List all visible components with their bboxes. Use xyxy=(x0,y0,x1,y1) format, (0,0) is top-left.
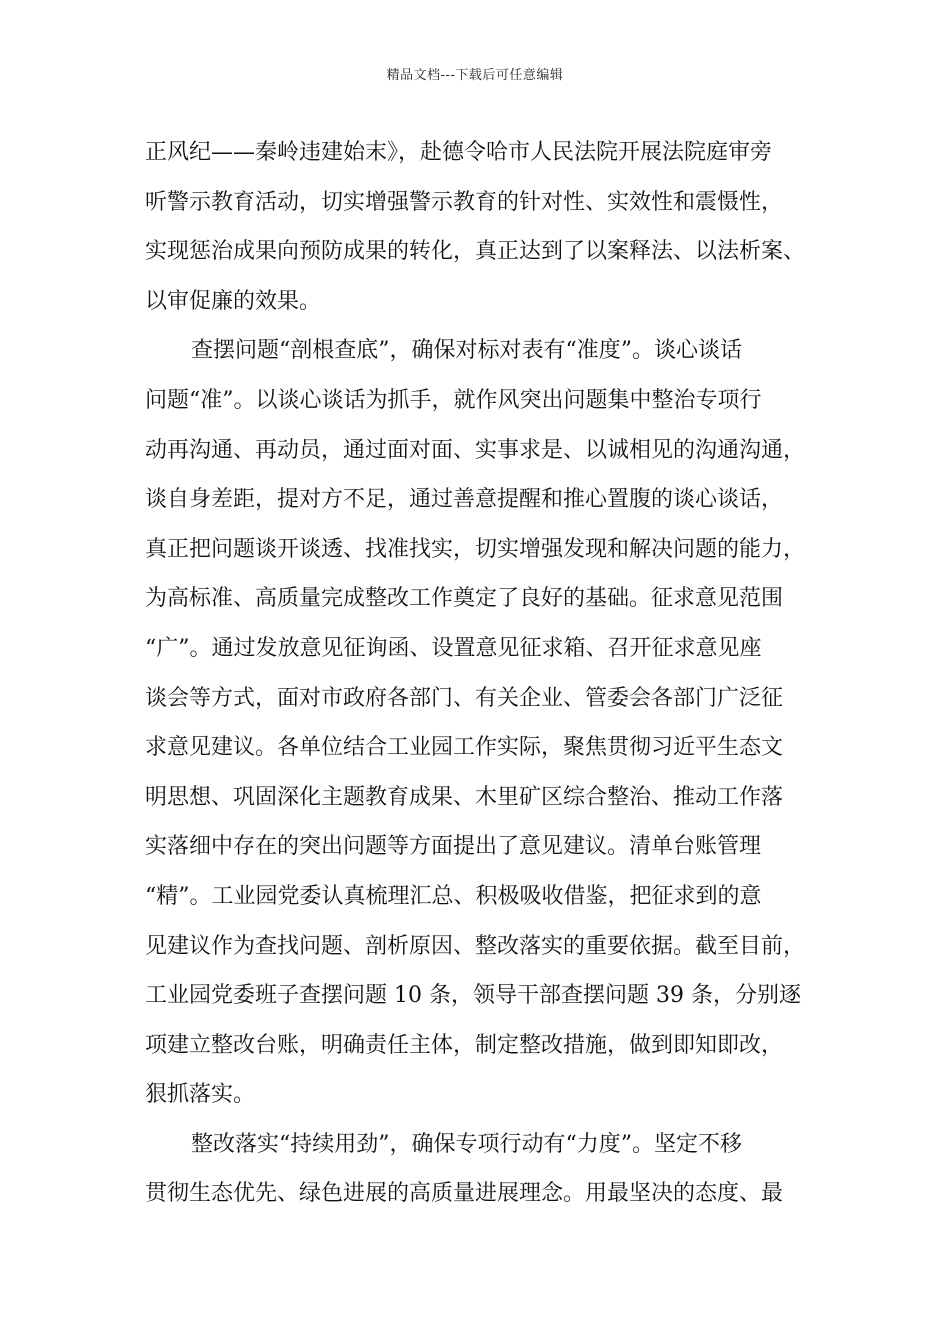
paragraph xyxy=(145,1120,830,1219)
page-header: 精品文档---下载后可任意编辑 xyxy=(386,68,564,83)
text-line: 见建议作为查找问题、剖析原因、整改落实的重要依据。截至目前， xyxy=(145,933,806,959)
text-line: 工业园党委班子查摆问题 10 条，领导干部查摆问题 39 条，分别逐 xyxy=(145,983,801,1009)
text-line: 狠抓落实。 xyxy=(145,1082,256,1108)
text-line: “广”。通过发放意见征询函、设置意见征求箱、召开征求意见座 xyxy=(145,635,762,661)
text-line: 整改落实“持续用劲”，确保专项行动有“力度”。坚定不移 xyxy=(191,1131,742,1157)
text-line: 明思想、巩固深化主题教育成果、木里矿区综合整治、推动工作落 xyxy=(145,784,784,810)
paragraph xyxy=(145,128,830,326)
text-line: 真正把问题谈开谈透、找准找实，切实增强发现和解决问题的能力， xyxy=(145,536,806,562)
text-line: 贯彻生态优先、绿色进展的高质量进展理念。用最坚决的态度、最 xyxy=(145,1181,784,1207)
text-line: 以审促廉的效果。 xyxy=(145,288,322,314)
text-line: 谈自身差距，提对方不足，通过善意提醒和推心置腹的谈心谈话， xyxy=(145,487,784,513)
text-line: 正风纪——秦岭违建始末》，赴德令哈市人民法院开展法院庭审旁 xyxy=(145,140,773,165)
text-line: 求意见建议。各单位结合工业园工作实际，聚焦贯彻习近平生态文 xyxy=(145,735,784,761)
text-line: 查摆问题“剖根查底”，确保对标对表有“准度”。谈心谈话 xyxy=(191,338,742,364)
text-line: 为高标准、高质量完成整改工作奠定了良好的基础。征求意见范围 xyxy=(145,586,784,612)
text-line: 听警示教育活动，切实增强警示教育的针对性、实效性和震慑性， xyxy=(145,189,784,215)
text-line: 项建立整改台账，明确责任主体，制定整改措施，做到即知即改， xyxy=(145,1032,784,1058)
text-line: 实落细中存在的突出问题等方面提出了意见建议。清单台账管理 xyxy=(145,834,762,860)
text-line: 动再沟通、再动员，通过面对面、实事求是、以诚相见的沟通沟通， xyxy=(145,437,806,463)
text-line: 实现惩治成果向预防成果的转化，真正达到了以案释法、以法析案、 xyxy=(145,239,806,265)
paragraph xyxy=(145,326,830,1120)
text-line: 谈会等方式，面对市政府各部门、有关企业、管委会各部门广泛征 xyxy=(145,685,784,711)
document-body xyxy=(145,128,830,1219)
text-line: 问题“准”。以谈心谈话为抓手，就作风突出问题集中整治专项行 xyxy=(145,387,762,413)
text-line: “精”。工业园党委认真梳理汇总、积极吸收借鉴，把征求到的意 xyxy=(145,883,762,909)
